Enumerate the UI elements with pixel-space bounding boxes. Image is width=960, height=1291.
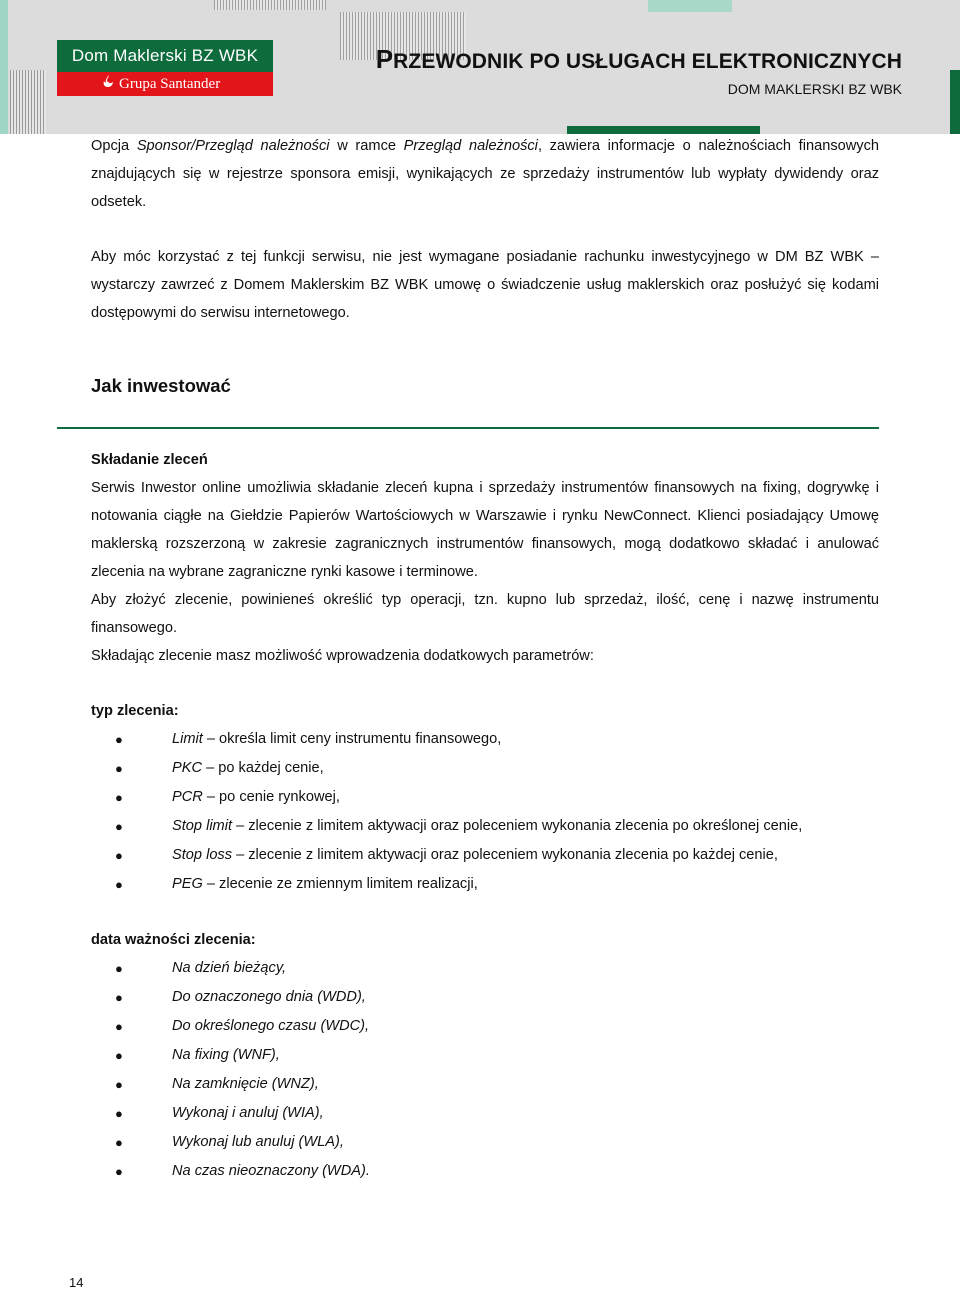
list-item: ● Limit – określa limit ceny instrumentu finansowego, xyxy=(91,725,879,754)
title-main: PRZEWODNIK PO USŁUGACH ELEKTRONICZNYCH xyxy=(375,44,902,74)
header-barcode-top xyxy=(214,0,326,10)
logo-line1: Dom Maklerski BZ WBK xyxy=(57,40,273,72)
header-barcode-left xyxy=(10,70,46,134)
bullet-icon: ● xyxy=(115,1164,123,1179)
logo-line2-bar xyxy=(57,72,273,96)
section-subheading: Składanie zleceń xyxy=(91,452,208,468)
validity-label: data ważności zlecenia: xyxy=(91,932,256,948)
bullet-icon: ● xyxy=(115,1019,123,1034)
bullet-icon: ● xyxy=(115,1106,123,1121)
list-item: ● PEG – zlecenie ze zmiennym limitem realizacji, xyxy=(91,870,879,899)
header-accent-block xyxy=(648,0,732,12)
bullet-icon: ● xyxy=(115,761,123,776)
order-types-list xyxy=(91,725,879,899)
page-content xyxy=(91,132,879,1186)
section-paragraph-3: Składając zlecenie masz możliwość wprowadzenia dodatkowych parametrów: xyxy=(91,648,594,664)
list-item: ● Wykonaj i anuluj (WIA), xyxy=(91,1099,879,1128)
section-paragraph-2: Aby złożyć zlecenie, powinieneś określić typ operacji, tzn. kupno lub sprzedaż, ilość, cenę i nazwę instrumentu finansowego. xyxy=(91,592,879,636)
bullet-icon: ● xyxy=(115,1135,123,1150)
title-subtitle: DOM MAKLERSKI BZ WBK xyxy=(727,81,902,97)
page-header xyxy=(0,0,960,134)
list-item: ● PCR – po cenie rynkowej, xyxy=(91,783,879,812)
list-item: ● Na dzień bieżący, xyxy=(91,954,879,983)
bullet-icon: ● xyxy=(115,961,123,976)
header-stripe-left xyxy=(0,0,8,134)
validity-list xyxy=(91,954,879,1186)
section-heading: Jak inwestować xyxy=(91,375,231,396)
list-item: ● Do oznaczonego dnia (WDD), xyxy=(91,983,879,1012)
list-item: ● Do określonego czasu (WDC), xyxy=(91,1012,879,1041)
list-item: ● Na fixing (WNF), xyxy=(91,1041,879,1070)
bullet-icon: ● xyxy=(115,877,123,892)
bullet-icon: ● xyxy=(115,790,123,805)
list-item: ● PKC – po każdej cenie, xyxy=(91,754,879,783)
list-item: ● Na czas nieoznaczony (WDA). xyxy=(91,1157,879,1186)
bullet-icon: ● xyxy=(115,1077,123,1092)
bullet-icon: ● xyxy=(115,819,123,834)
bullet-icon: ● xyxy=(115,990,123,1005)
bullet-icon: ● xyxy=(115,732,123,747)
bullet-icon: ● xyxy=(115,848,123,863)
section-paragraph-1: Serwis Inwestor online umożliwia składanie zleceń kupna i sprzedaży instrumentów finansowych na fixing, dogrywkę i notowania ciągłe na Giełdzie Papierów Wartościowych w Warszawie i rynku NewConnect. Klienci posiadający Umowę maklerską rozszerzoną w zakresie zagranicznych instrumentów finansowych, mogą dodatkowo składać i anulować zlecenia na wybrane zagraniczne rynki kasowe i terminowe. xyxy=(91,480,879,580)
document-title xyxy=(376,44,902,97)
list-item: ● Stop loss – zlecenie z limitem aktywacji oraz poleceniem wykonania zlecenia po każdej cenie, xyxy=(91,841,879,870)
bullet-icon: ● xyxy=(115,1048,123,1063)
header-stripe-right xyxy=(950,70,960,134)
list-item: ● Stop limit – zlecenie z limitem aktywacji oraz poleceniem wykonania zlecenia po określonej cenie, xyxy=(91,812,879,841)
page-number: 14 xyxy=(69,1275,84,1290)
logo-line2: Grupa Santander xyxy=(119,76,221,92)
section-divider xyxy=(57,427,879,429)
list-item: ● Na zamknięcie (WNZ), xyxy=(91,1070,879,1099)
order-types-label: typ zlecenia: xyxy=(91,703,179,719)
flame-icon xyxy=(101,72,115,96)
list-item: ● Wykonaj lub anuluj (WLA), xyxy=(91,1128,879,1157)
brand-logo xyxy=(57,40,273,96)
intro-paragraph-1: Opcja Sponsor/Przegląd należności w ramce Przegląd należności, zawiera informacje o należnościach finansowych znajdujących się w rejestrze sponsora emisji, wynikających ze sprzedaży instrumentów lub wypłaty dywidendy oraz odsetek. xyxy=(91,138,879,210)
intro-paragraph-2: Aby móc korzystać z tej funkcji serwisu, nie jest wymagane posiadanie rachunku inwestycyjnego w DM BZ WBK – wystarczy zawrzeć z Domem Maklerskim BZ WBK umowę o świadczenie usług maklerskich oraz posłużyć się kodami dostępowymi do serwisu internetowego. xyxy=(91,249,879,321)
